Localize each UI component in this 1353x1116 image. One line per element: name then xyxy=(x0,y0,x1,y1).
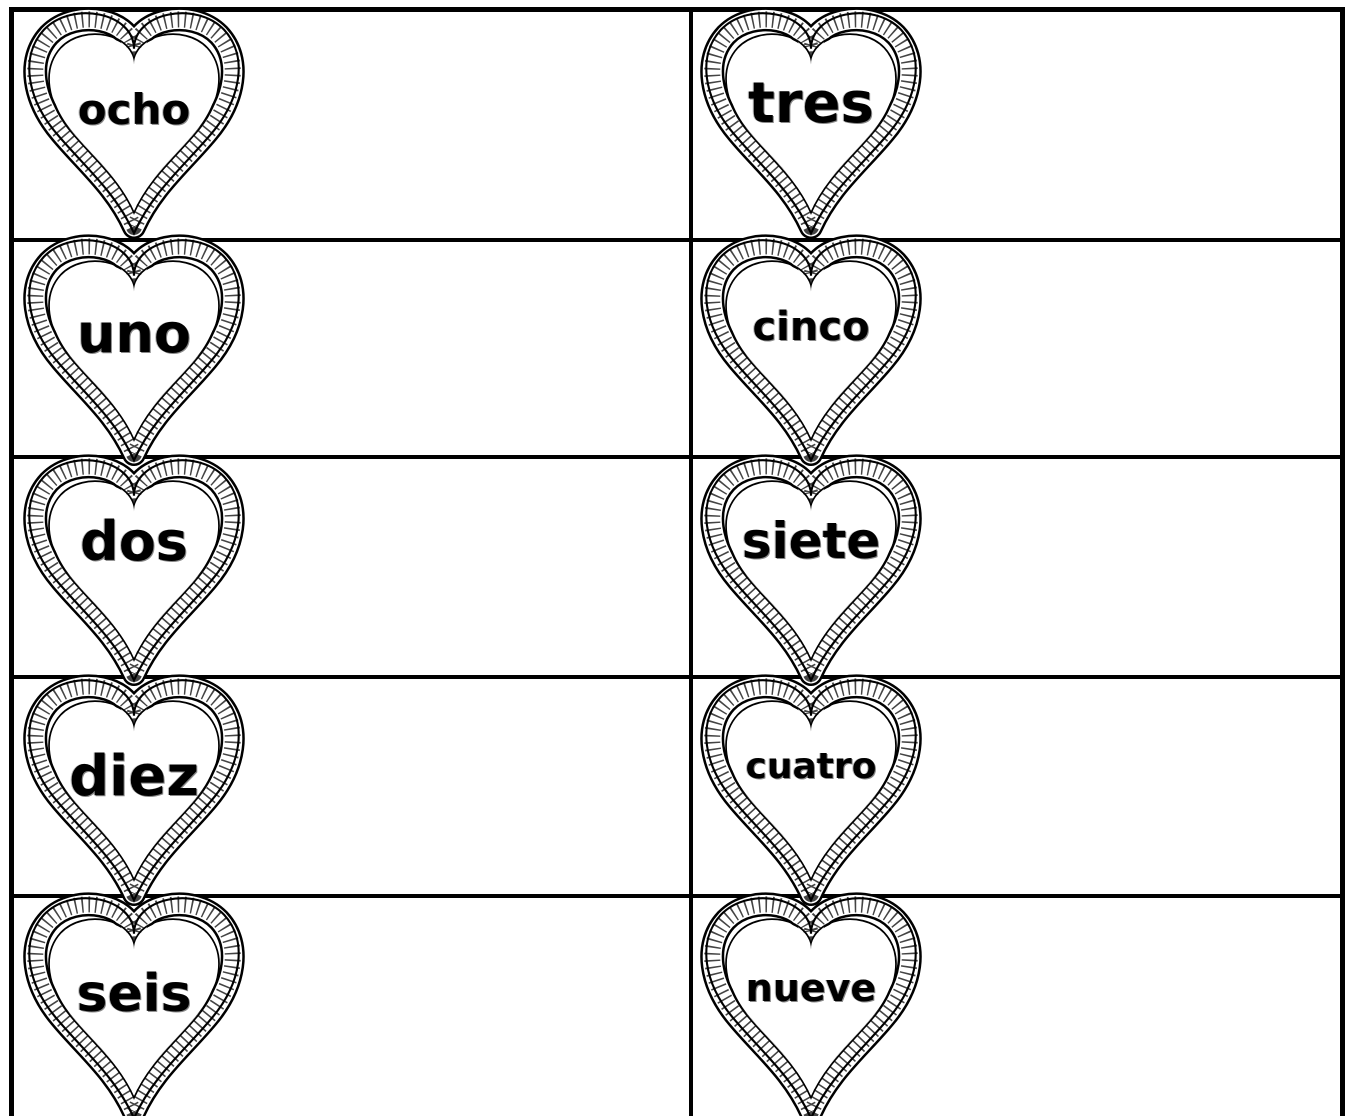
number-word: siete xyxy=(741,512,881,570)
number-word: seis xyxy=(76,964,192,1024)
heart-card xyxy=(21,232,247,458)
heart-card xyxy=(698,232,924,458)
number-word: dos xyxy=(80,510,188,573)
number-word: cuatro xyxy=(745,746,877,787)
number-word: tres xyxy=(748,71,874,136)
number-word: ocho xyxy=(77,85,191,134)
heart-card xyxy=(21,672,247,898)
heart-card xyxy=(21,452,247,678)
heart-card xyxy=(698,5,924,231)
number-word: cinco xyxy=(752,304,870,350)
number-word: diez xyxy=(69,744,199,809)
heart-card xyxy=(698,452,924,678)
heart-card xyxy=(21,890,247,1116)
number-word: uno xyxy=(77,302,191,365)
heart-card xyxy=(698,890,924,1116)
number-word: nueve xyxy=(745,966,877,1010)
column-divider xyxy=(689,12,693,1116)
heart-card xyxy=(698,672,924,898)
heart-card xyxy=(21,5,247,231)
